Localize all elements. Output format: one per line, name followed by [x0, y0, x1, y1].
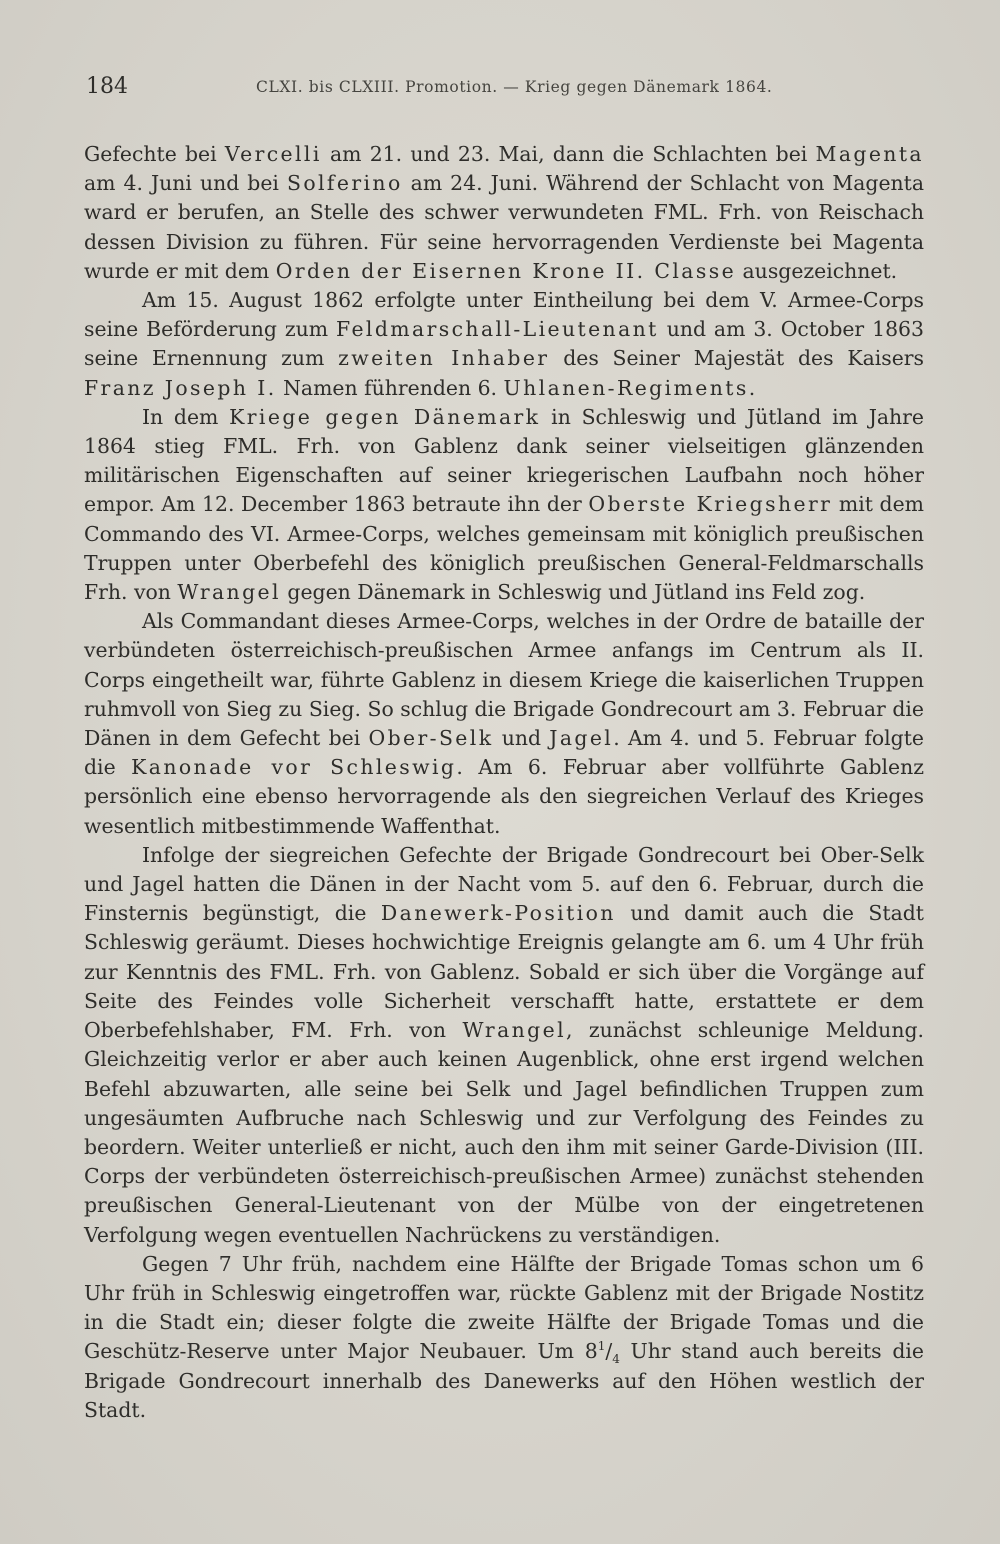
spaced-text: Kanonade vor Schleswig: [131, 755, 457, 780]
text-run: und am 3. October 1863 seine Ernennung zum: [84, 317, 924, 371]
paragraph-1: [84, 140, 924, 286]
spaced-text: Magenta: [815, 142, 924, 166]
text-run: am 21. und 23. Mai, dann die Schlachten bei: [321, 142, 816, 166]
spaced-text: Vercelli: [224, 142, 322, 166]
fraction-denominator: 4: [612, 1352, 620, 1367]
text-run: und: [493, 726, 550, 751]
paragraph-3: [84, 403, 924, 607]
spaced-text: Orden der Eisernen Krone II. Classe: [275, 258, 737, 283]
spaced-text: Danewerk-Position: [380, 901, 616, 926]
text-run: Gegen 7 Uhr früh, nachdem eine Hälfte der Brigade Tomas schon um 6 Uhr früh in Schleswig eingetroffen war, rückte Gablenz mit der Brigade Nostitz in die Stadt ein; dieser folgte die zweite Hälfte der Brigade Tomas und die Geschütz-Reserve unter Major Neubauer. Um 8: [84, 1251, 924, 1364]
paragraph-2: [84, 286, 924, 403]
fraction-slash: /: [605, 1339, 613, 1364]
text-run: Gefechte bei: [84, 142, 225, 166]
text-run: in Schleswig und Jütland im Jahre 1864 stieg FML. Frh. von Gablenz dank seiner vielseitigen glänzenden militärischen Eigenschaften auf seiner kriegerischen Laufbahn noch höher empor. Am 12. December 1863 betraute ihn der: [84, 404, 924, 517]
text-run: Infolge der siegreichen Gefechte der Brigade Gondrecourt bei Ober-Selk und Jagel hatten die Dänen in der Nacht vom 5. auf den 6. Februar, durch die Finsternis begünstigt, die: [84, 842, 924, 926]
text-run: Uhr stand auch bereits die Brigade Gondrecourt innerhalb des Danewerks auf den Höhen westlich der Stadt.: [84, 1339, 924, 1422]
text-run: und damit auch die Stadt Schleswig geräumt. Dieses hochwichtige Ereignis gelangte am 6. um 4 Uhr früh zur Kenntnis des FML. Frh. von Gablenz. Sobald er sich über die Vorgänge auf Seite des Feindes volle Sicherheit verschafft hatte, erstattete er dem Oberbefehlshaber, FM. Frh. von: [84, 901, 924, 1043]
text-run: ausgezeichnet.: [736, 258, 898, 283]
spaced-text: Solferino: [286, 171, 403, 196]
spaced-text: Kriege gegen Dänemark: [229, 404, 541, 429]
text-run: am 4. Juni und bei: [84, 171, 287, 196]
page-header: [86, 74, 922, 106]
text-run: .: [748, 375, 756, 400]
text-run: des Seiner Majestät des Kaisers: [549, 346, 924, 371]
spaced-text: Jagel: [549, 726, 614, 751]
paragraph-4: [84, 607, 924, 841]
text-run: Als Commandant dieses Armee-Corps, welches in der Ordre de bataille der verbündeten österreichisch-preußischen Armee anfangs im Centrum als II. Corps eingetheilt war, führte Gablenz in diesem Kriege die kaiserlichen Truppen ruhmvoll von Sieg zu Sieg. So schlug die Brigade Gondrecourt am 3. Februar die Dänen in dem Gefecht bei: [84, 609, 924, 751]
text-run: gegen Dänemark in Schleswig und Jütland ins Feld zog.: [280, 580, 866, 605]
fraction-numerator: 1: [597, 1339, 606, 1354]
paragraph-5: [84, 841, 924, 1250]
text-run: , zunächst schleunige Meldung. Gleichzeitig verlor er aber auch keinen Augenblick, ohne erst irgend welchen Befehl abzuwarten, alle seine bei Selk und Jagel befindlichen Truppen zum ungesäumten Aufbruche nach Schleswig und zur Verfolgung des Feindes zu beordern. Weiter unterließ er nicht, auch den ihm mit seiner Garde-Division (III. Corps der verbündeten österreichisch-preußischen Armee) zunächst stehenden preußischen General-Lieutenant von der Mülbe von der eingetretenen Verfolgung wegen eventuellen Nachrückens zu verständigen.: [84, 1018, 924, 1247]
spaced-text: Feldmarschall-Lieutenant: [336, 317, 659, 342]
spaced-text: Franz Joseph I.: [84, 375, 277, 400]
paragraph-6: [84, 1250, 924, 1425]
text-run: In dem: [142, 404, 230, 429]
spaced-text: Wrangel: [177, 580, 281, 605]
text-run: am 24. Juni. Während der Schlacht von Magenta ward er berufen, an Stelle des schwer verwundeten FML. Frh. von Reischach dessen Division zu führen. Für seine hervorragenden Verdienste bei Magenta wurde er mit dem: [84, 171, 924, 283]
text-run: . Am 4. und 5. Februar folgte die: [84, 726, 924, 780]
running-head: CLXI. bis CLXIII. Promotion. — Krieg gegen Dänemark 1864.: [256, 78, 773, 96]
spaced-text: Uhlanen-Regiments: [503, 375, 749, 400]
text-run: Am 15. August 1862 erfolgte unter Eintheilung bei dem V. Armee-Corps seine Beförderung zum: [84, 288, 924, 342]
page-number: 184: [86, 74, 128, 99]
spaced-text: zweiten Inhaber: [338, 346, 550, 371]
spaced-text: Wrangel: [462, 1018, 567, 1043]
text-run: mit dem Commando des VI. Armee-Corps, welches gemeinsam mit königlich preußischen Truppen unter Oberbefehl des königlich preußischen General-Feldmarschalls Frh. von: [84, 492, 924, 605]
spaced-text: Oberste Kriegsherr: [588, 492, 833, 517]
text-run: . Am 6. Februar aber vollführte Gablenz persönlich eine ebenso hervorragende als den siegreichen Verlauf des Krieges wesentlich mitbestimmende Waffenthat.: [84, 755, 924, 838]
spaced-text: Ober-Selk: [368, 726, 494, 751]
text-run: Namen führenden 6.: [276, 375, 504, 400]
body-text: [84, 140, 924, 1425]
